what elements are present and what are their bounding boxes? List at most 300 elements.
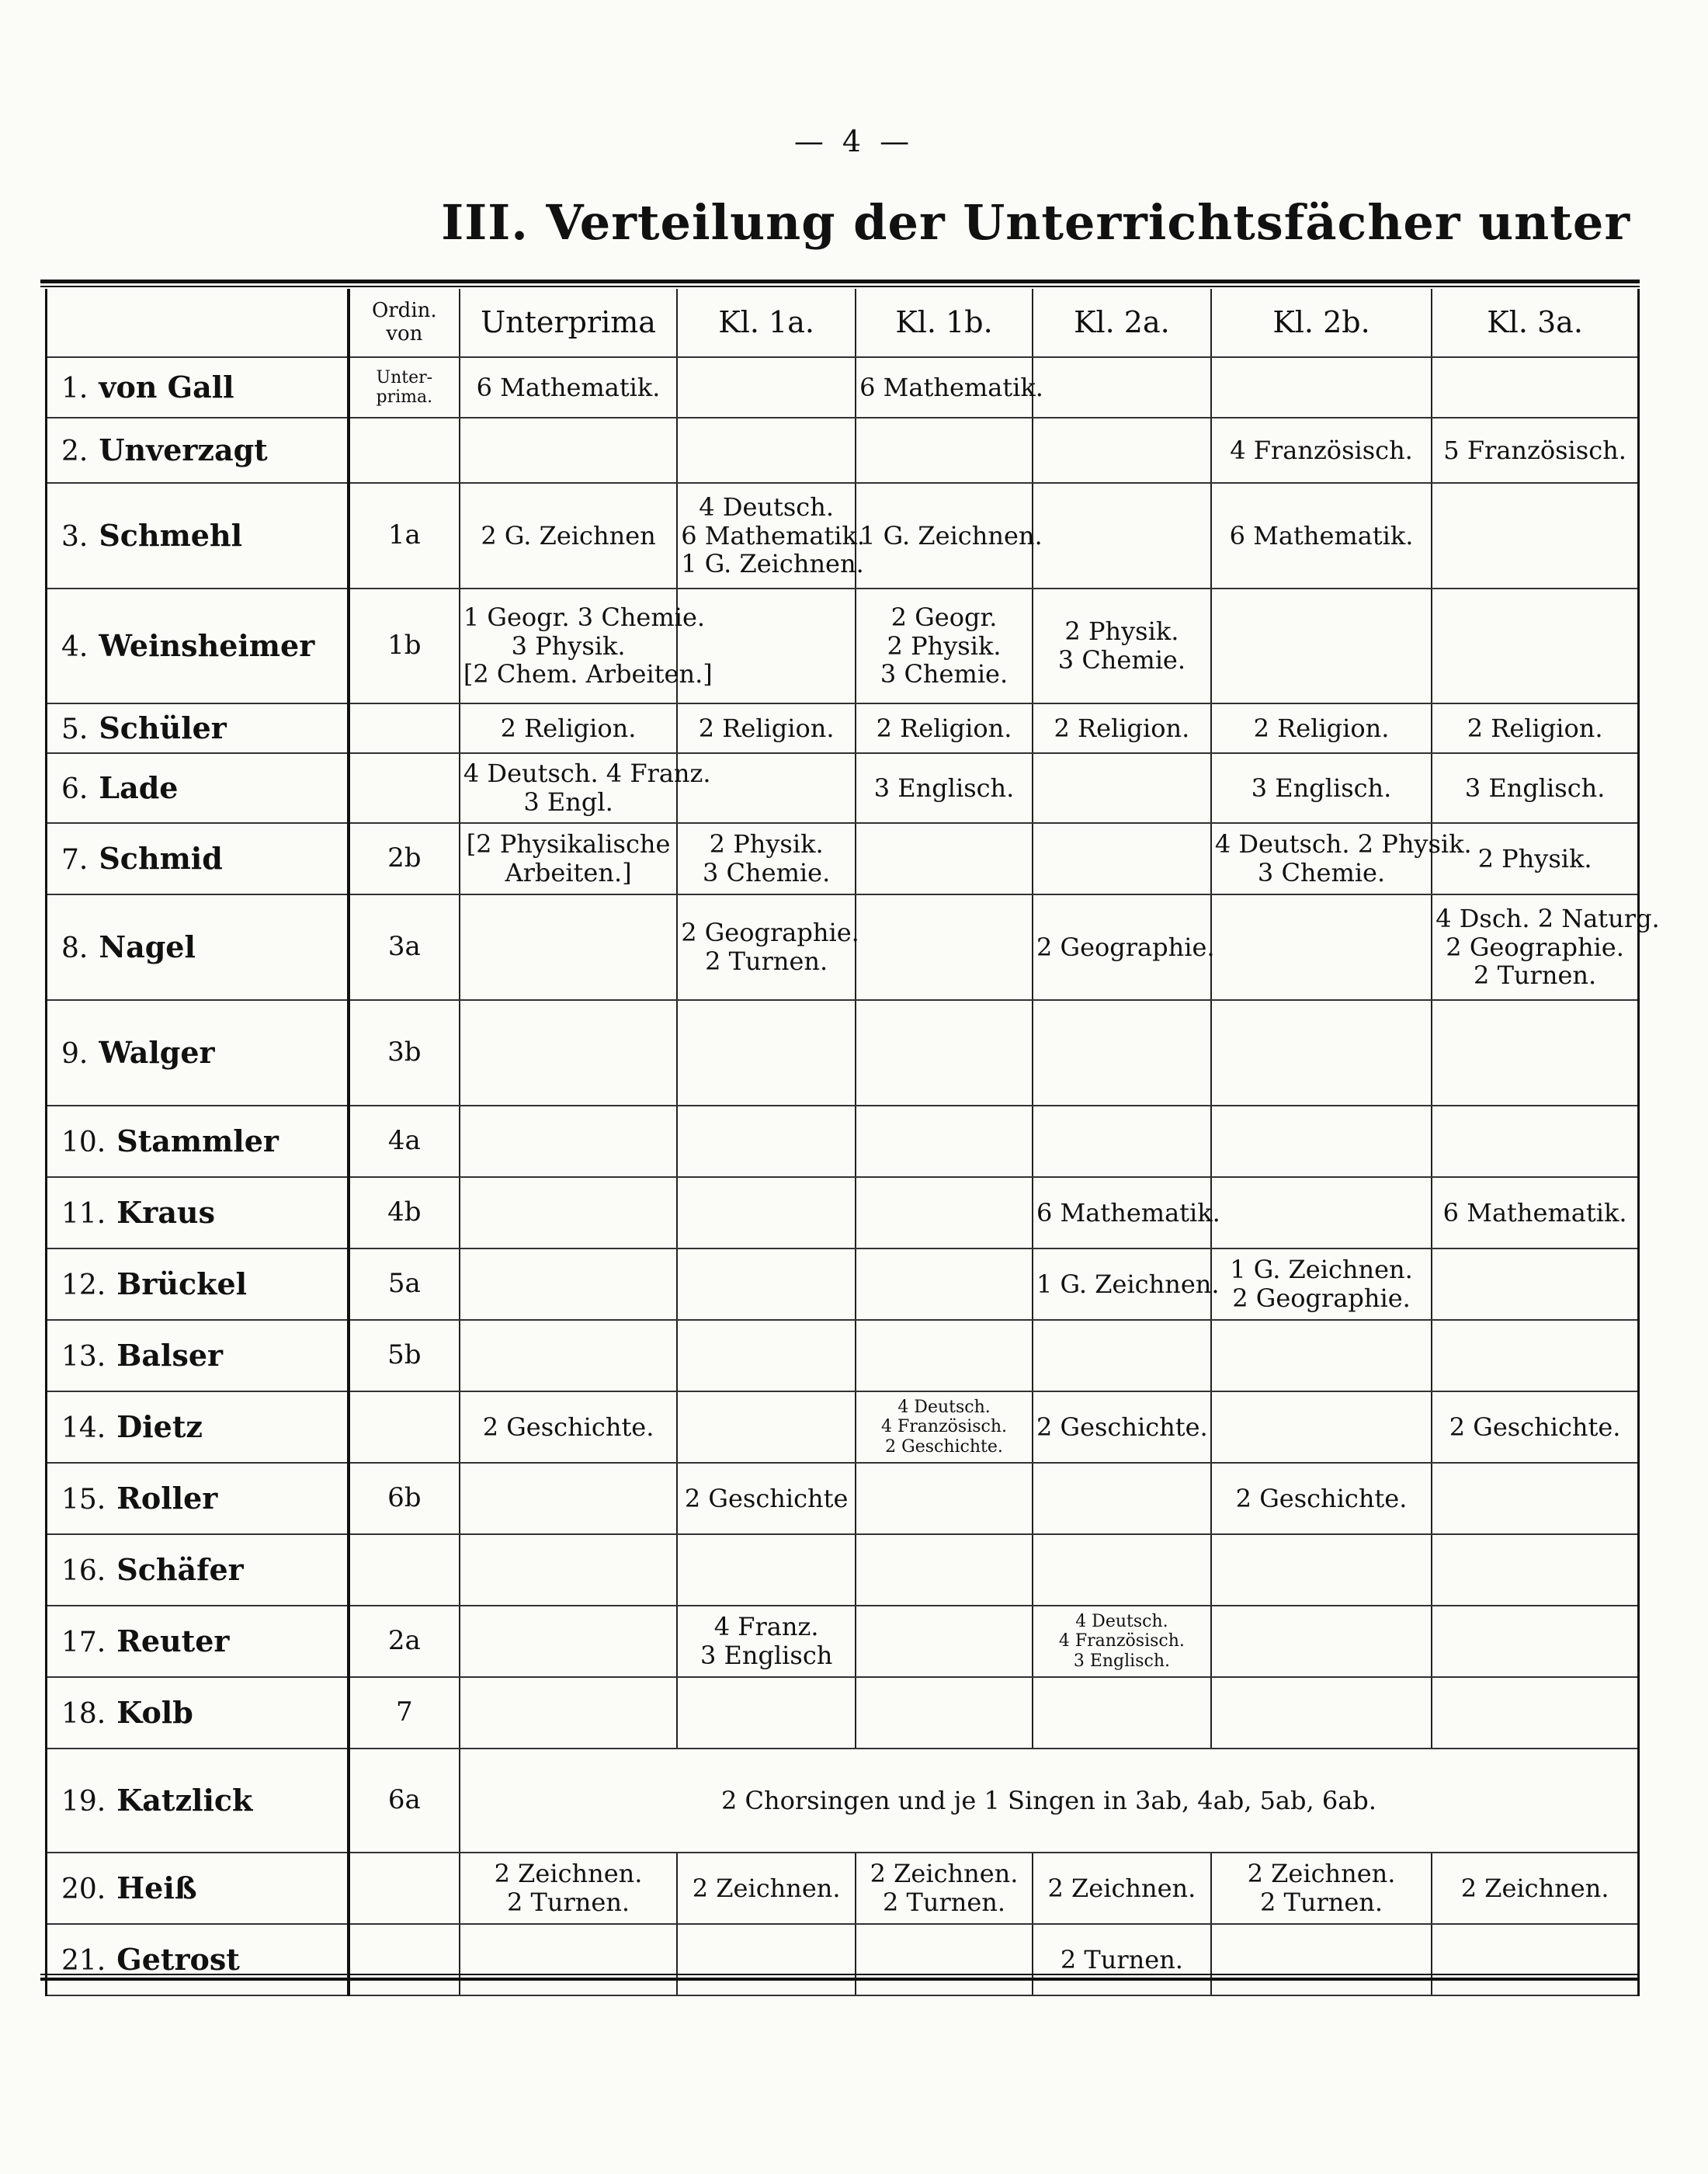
table-row — [47, 1924, 1639, 1995]
ordinarius-cell — [349, 357, 460, 418]
subject-entry: 2 Zeichnen. — [1247, 1859, 1396, 1889]
ordinarius-cell — [349, 703, 460, 753]
distribution-table — [45, 289, 1660, 1996]
subject-cell-kl3a — [1432, 1391, 1638, 1463]
subject-cell-kl2b — [1211, 483, 1432, 589]
bottom-rule — [40, 1974, 1640, 1981]
subject-cell-kl2b — [1211, 894, 1432, 1000]
subject-entry: 2 Turnen. — [1259, 1887, 1383, 1917]
subject-entry: 4 Deutsch. — [897, 1398, 991, 1418]
subject-cell-kl1b — [856, 823, 1033, 894]
subject-cell-kl1a — [677, 483, 866, 589]
ordinarius-cell — [349, 894, 460, 1000]
ordinarius-cell — [349, 1749, 460, 1853]
subject-entry: 6 Mathematik. — [1229, 520, 1414, 550]
subject-cell-kl2a — [1033, 894, 1215, 1000]
ordinarius-line: 5b — [387, 1339, 422, 1371]
row-number: 4. — [61, 630, 89, 663]
table-row — [47, 589, 1639, 703]
subject-cell-kl2a — [1033, 357, 1211, 418]
row-number: 13. — [61, 1340, 106, 1373]
subject-cell-kl1b — [856, 1320, 1033, 1391]
subject-cell-kl2a — [1033, 418, 1211, 483]
subject-entry: 6 Mathematik. — [1442, 1197, 1627, 1228]
header-kl3a: Kl. 3a. — [1432, 289, 1638, 357]
subject-entry: 2 Geschichte. — [482, 1412, 654, 1442]
row-number: 2. — [61, 435, 89, 467]
subject-entry: 2 Geschichte — [684, 1483, 849, 1513]
subject-cell-kl2a — [1033, 483, 1211, 589]
subject-cell-kl1a — [677, 1924, 856, 1995]
teacher-name-cell — [47, 1749, 349, 1853]
subject-cell-kl3a — [1432, 894, 1660, 1000]
row-number: 3. — [61, 520, 89, 553]
ordinarius-cell — [349, 1534, 460, 1606]
header-name-cell — [47, 289, 349, 357]
row-number: 6. — [61, 773, 89, 805]
top-rule — [40, 280, 1640, 287]
subject-entry: 2 Geographie. — [681, 918, 859, 948]
row-number: 9. — [61, 1037, 89, 1070]
subject-cell-kl1b — [856, 703, 1033, 753]
subject-cell-kl3a — [1432, 1106, 1638, 1177]
subject-cell-kl1b — [856, 1248, 1033, 1320]
subject-cell-kl2b — [1211, 823, 1472, 894]
subject-entry: 1 Geogr. 3 Chemie. — [463, 602, 706, 632]
teacher-name-cell — [47, 1853, 349, 1924]
subject-cell-kl3a — [1432, 1853, 1638, 1924]
table-row — [47, 357, 1639, 418]
subject-entry: [2 Physikalische — [466, 829, 671, 860]
row-number: 21. — [61, 1944, 106, 1977]
ordinarius-cell — [349, 1677, 460, 1749]
teacher-name: Nagel — [99, 929, 196, 964]
header-unterprima: Unterprima — [460, 289, 677, 357]
ordinarius-line: 1b — [387, 630, 422, 662]
teacher-name: Lade — [99, 769, 179, 805]
teacher-name: Reuter — [116, 1623, 230, 1658]
subject-cell-unterprima — [460, 1463, 677, 1534]
subject-cell-kl3a — [1432, 1248, 1638, 1320]
ordinarius-line: 2b — [387, 842, 422, 874]
ordinarius-line: 6a — [387, 1784, 421, 1816]
ordinarius-cell — [349, 1391, 460, 1463]
subject-entry: 1 G. Zeichnen. — [681, 549, 864, 579]
header-kl1a: Kl. 1a. — [677, 289, 856, 357]
subject-cell-kl3a — [1432, 1606, 1638, 1677]
subject-cell-kl1a — [677, 894, 859, 1000]
teacher-name: Brückel — [116, 1266, 248, 1301]
subject-cell-kl2b — [1211, 1000, 1432, 1106]
subject-cell-unterprima — [460, 1924, 677, 1995]
page-title: III. Verteilung der Unterrichtsfächer unter — [441, 194, 1630, 251]
subject-cell-kl1b — [856, 753, 1033, 823]
subject-cell-kl2a — [1033, 1248, 1220, 1320]
subject-cell-kl2b — [1211, 1391, 1432, 1463]
subject-entry: 2 Geschichte. — [1235, 1483, 1408, 1513]
subject-entry: 4 Deutsch. 4 Franz. — [463, 759, 711, 789]
subject-entry: 4 Dsch. 2 Naturg. — [1435, 903, 1660, 933]
row-number: 8. — [61, 932, 89, 964]
ordinarius-cell — [349, 1177, 460, 1248]
subject-cell-kl3a — [1432, 753, 1638, 823]
ordinarius-line: prima. — [376, 387, 433, 407]
subject-entry: 2 Geographie. — [1036, 932, 1215, 962]
subject-entry: 2 Geographie. — [1232, 1283, 1411, 1313]
subject-cell-unterprima — [460, 1177, 677, 1248]
subject-cell-kl2b — [1211, 753, 1432, 823]
subject-cell-unterprima — [460, 1320, 677, 1391]
subject-entry: 2 Zeichnen. — [870, 1859, 1019, 1889]
subject-entry: 2 Geogr. — [890, 602, 998, 632]
subject-cell-kl1a — [677, 1248, 856, 1320]
ordinarius-line: 7 — [395, 1696, 413, 1728]
header-row — [47, 289, 1639, 357]
table-row — [47, 703, 1639, 753]
subject-entry: 2 Turnen. — [882, 1887, 1006, 1917]
teacher-name: Schmehl — [99, 517, 243, 553]
teacher-name-cell — [47, 357, 349, 418]
table-row — [47, 1248, 1639, 1320]
subject-cell-unterprima — [460, 1000, 677, 1106]
subject-entry: 2 Religion. — [1253, 713, 1390, 743]
subject-entry: 3 Physik. — [511, 630, 626, 661]
subject-cell-kl1b — [856, 1000, 1033, 1106]
teacher-name: Weinsheimer — [99, 627, 315, 663]
table-row — [47, 1749, 1639, 1853]
subject-cell-kl1a — [677, 1177, 856, 1248]
teacher-name: Balser — [116, 1337, 224, 1373]
subject-cell-kl1a — [677, 823, 856, 894]
subject-entry: 2 Geschichte. — [885, 1436, 1003, 1457]
teacher-name: Schüler — [99, 710, 227, 745]
subject-cell-kl2b — [1211, 1463, 1432, 1534]
subject-entry: 2 Turnen. — [506, 1887, 630, 1917]
row-number: 7. — [61, 843, 89, 876]
subject-cell-kl2a — [1033, 703, 1211, 753]
subject-entry: 2 Geschichte. — [1449, 1412, 1621, 1442]
subject-cell-kl2b — [1211, 1924, 1432, 1995]
teacher-name-cell — [47, 823, 349, 894]
subject-cell-unterprima — [460, 418, 677, 483]
subject-cell-unterprima — [460, 823, 677, 894]
subject-cell-unterprima — [460, 357, 677, 418]
subject-cell-kl2b — [1211, 357, 1432, 418]
subject-entry: 3 Chemie. — [703, 858, 831, 887]
subject-cell-kl1a — [677, 1106, 856, 1177]
row-number: 20. — [61, 1873, 106, 1905]
subject-cell-kl3a — [1432, 703, 1638, 753]
subject-cell-kl1b — [856, 483, 1043, 589]
ordinarius-cell — [349, 418, 460, 483]
table-row — [47, 1534, 1639, 1606]
teacher-name-cell — [47, 1606, 349, 1677]
subject-cell-kl2a — [1033, 823, 1211, 894]
teacher-name: Getrost — [116, 1941, 240, 1977]
ordinarius-cell — [349, 1463, 460, 1534]
subject-cell-unterprima — [460, 1853, 677, 1924]
subject-cell-kl2b — [1211, 1853, 1432, 1924]
subject-entry: 6 Mathematik. — [681, 520, 866, 550]
table-row — [47, 418, 1639, 483]
table-row — [47, 1391, 1639, 1463]
teacher-name: Walger — [99, 1034, 215, 1070]
subject-entry: 3 Englisch. — [1464, 773, 1606, 803]
table-row — [47, 753, 1639, 823]
ordinarius-cell — [349, 1853, 460, 1924]
teacher-name-cell — [47, 894, 349, 1000]
table-row — [47, 1606, 1639, 1677]
ordinarius-line: 5a — [387, 1268, 421, 1300]
subject-entry: 2 Turnen. — [1474, 960, 1597, 991]
teacher-name-cell — [47, 753, 349, 823]
table-row — [47, 483, 1639, 589]
table-row — [47, 1106, 1639, 1177]
subject-entry: 3 Chemie. — [1057, 645, 1186, 675]
subject-cell-unterprima — [460, 589, 713, 703]
subject-cell-kl1b — [856, 1177, 1033, 1248]
teacher-name: Heiß — [116, 1870, 197, 1905]
subject-cell-unterprima — [460, 483, 677, 589]
table-row — [47, 894, 1639, 1000]
subject-entry: 3 Chemie. — [1257, 858, 1386, 887]
subject-cell-kl1a — [677, 1606, 856, 1677]
subject-cell-kl2b — [1211, 418, 1432, 483]
subject-cell-kl1a — [677, 1677, 856, 1749]
subject-cell-kl1a — [677, 418, 856, 483]
ordinarius-cell — [349, 589, 460, 703]
subject-cell-unterprima — [460, 1677, 677, 1749]
subject-cell-kl2a — [1033, 589, 1211, 703]
teacher-name-cell — [47, 483, 349, 589]
subject-cell-kl1b — [856, 1606, 1033, 1677]
subject-entry: 1 G. Zeichnen. — [1036, 1269, 1220, 1299]
subject-entry: 6 Mathematik. — [859, 372, 1043, 402]
subject-cell-kl3a — [1432, 418, 1638, 483]
teacher-name-cell — [47, 1248, 349, 1320]
subject-cell-kl1b — [856, 1391, 1033, 1463]
teacher-name-cell — [47, 1000, 349, 1106]
header-kl2a: Kl. 2a. — [1033, 289, 1211, 357]
row-number: 17. — [61, 1626, 106, 1658]
subject-entry: 2 Geographie. — [1446, 932, 1624, 962]
subject-cell-unterprima — [460, 1248, 677, 1320]
subject-cell-kl1a — [677, 1463, 856, 1534]
subject-entry: [2 Chem. Arbeiten.] — [463, 659, 713, 689]
subject-cell-kl2b — [1211, 703, 1432, 753]
header-ordin-cell — [349, 289, 460, 357]
table-row — [47, 1000, 1639, 1106]
subject-cell-unterprima — [460, 703, 677, 753]
ordinarius-line: 3a — [387, 931, 421, 963]
ordinarius-line: 2a — [387, 1625, 421, 1657]
subject-cell-kl1b — [856, 894, 1033, 1000]
subject-entry: 2 Religion. — [698, 713, 835, 743]
subject-entry: 3 Englisch — [700, 1641, 833, 1670]
table-row — [47, 1853, 1639, 1924]
subject-cell-unterprima — [460, 1606, 677, 1677]
subject-entry: 2 Religion. — [1054, 713, 1190, 743]
subject-cell-kl1b — [856, 1534, 1033, 1606]
row-number: 15. — [61, 1483, 106, 1516]
teacher-name: Schmid — [99, 840, 223, 876]
subject-cell-kl1a — [677, 1853, 856, 1924]
subject-entry: 2 Zeichnen. — [1460, 1873, 1609, 1903]
subject-entry: 2 Turnen. — [1060, 1944, 1183, 1974]
subject-cell-kl1b — [856, 357, 1043, 418]
subject-entry: 3 Englisch. — [1251, 773, 1392, 803]
table-row — [47, 1320, 1639, 1391]
combined-subject-cell: 2 Chorsingen und je 1 Singen in 3ab, 4ab, 5ab, 6ab. — [460, 1749, 1639, 1853]
subject-entry: 2 Physik. — [1477, 843, 1592, 873]
subject-entry: 4 Deutsch. 2 Physik. — [1214, 829, 1472, 860]
ordinarius-cell — [349, 1106, 460, 1177]
teacher-name: von Gall — [99, 369, 234, 405]
subject-entry: 2 Physik. — [887, 630, 1002, 661]
subject-entry: Arbeiten.] — [505, 858, 632, 887]
subject-entry: 2 Zeichnen. — [494, 1859, 643, 1889]
subject-cell-kl3a — [1432, 589, 1638, 703]
teacher-name: Stammler — [116, 1123, 279, 1158]
teacher-name-cell — [47, 1924, 349, 1995]
subject-entry: 4 Deutsch. — [1075, 1612, 1168, 1632]
teacher-name-cell — [47, 1534, 349, 1606]
subject-cell-unterprima — [460, 1534, 677, 1606]
subject-cell-kl1a — [677, 1391, 856, 1463]
subject-entry: 2 Religion. — [1467, 713, 1603, 743]
subject-cell-kl1a — [677, 1000, 856, 1106]
subject-cell-kl2b — [1211, 589, 1432, 703]
subject-cell-kl2a — [1033, 1000, 1211, 1106]
subject-cell-kl2a — [1033, 753, 1211, 823]
subject-cell-unterprima — [460, 1106, 677, 1177]
teacher-name-cell — [47, 1320, 349, 1391]
ordinarius-cell — [349, 753, 460, 823]
subject-entry: 3 Chemie. — [880, 659, 1008, 689]
row-number: 19. — [61, 1785, 106, 1818]
subject-cell-kl3a — [1432, 1534, 1638, 1606]
subject-cell-kl3a — [1432, 1320, 1638, 1391]
row-number: 5. — [61, 713, 89, 745]
header-ordin-line-2: von — [386, 321, 423, 346]
subject-cell-kl1b — [856, 1463, 1033, 1534]
row-number: 11. — [61, 1197, 106, 1230]
table-row — [47, 1677, 1639, 1749]
subject-entry: 2 Physik. — [1064, 616, 1179, 647]
subject-cell-kl2a — [1033, 1106, 1211, 1177]
subject-cell-kl2a — [1033, 1320, 1211, 1391]
subject-cell-unterprima — [460, 1391, 677, 1463]
teacher-name-cell — [47, 1463, 349, 1534]
teacher-name-cell — [47, 589, 349, 703]
subject-cell-kl3a — [1432, 1000, 1638, 1106]
header-kl2b: Kl. 2b. — [1211, 289, 1432, 357]
teacher-name: Katzlick — [116, 1782, 253, 1818]
ordinarius-line: 4a — [387, 1125, 421, 1157]
teacher-name: Unverzagt — [99, 432, 268, 467]
header-kl1b: Kl. 1b. — [856, 289, 1033, 357]
ordinarius-line: 1a — [387, 519, 421, 551]
ordinarius-cell — [349, 1924, 460, 1995]
teacher-name-cell — [47, 418, 349, 483]
row-number: 16. — [61, 1554, 106, 1587]
subject-cell-kl2b — [1211, 1106, 1432, 1177]
subject-cell-kl3a — [1432, 1677, 1638, 1749]
subject-cell-kl2b — [1211, 1534, 1432, 1606]
subject-cell-kl1a — [677, 703, 856, 753]
subject-cell-kl2a — [1033, 1606, 1211, 1677]
subject-cell-kl2b — [1211, 1320, 1432, 1391]
subject-entry: 6 Mathematik. — [1036, 1197, 1220, 1228]
teacher-name-cell — [47, 1391, 349, 1463]
subject-entry: 2 Religion. — [876, 713, 1012, 743]
subject-cell-kl2a — [1033, 1391, 1211, 1463]
subject-cell-kl3a — [1432, 1924, 1638, 1995]
subject-cell-kl1a — [677, 1320, 856, 1391]
subject-cell-kl1a — [677, 357, 856, 418]
subject-cell-kl2b — [1211, 1248, 1432, 1320]
ordinarius-line: 4b — [387, 1196, 422, 1228]
subject-entry: 2 Geschichte. — [1036, 1412, 1208, 1442]
table-body — [47, 357, 1660, 1995]
subject-entry: 5 Französisch. — [1443, 435, 1626, 465]
subject-entry: 2 Religion. — [500, 713, 637, 743]
teacher-name: Roller — [116, 1480, 218, 1516]
subject-cell-kl3a — [1432, 483, 1638, 589]
teacher-name: Schäfer — [116, 1551, 244, 1587]
subject-cell-kl3a — [1432, 1463, 1638, 1534]
row-number: 10. — [61, 1126, 106, 1158]
subject-entry: 3 Englisch. — [873, 773, 1015, 803]
subject-cell-unterprima — [460, 753, 711, 823]
row-number: 14. — [61, 1412, 106, 1444]
subject-entry: 2 Zeichnen. — [1047, 1873, 1196, 1903]
subject-cell-kl2a — [1033, 1534, 1211, 1606]
subject-cell-kl1b — [856, 1106, 1033, 1177]
subject-entry: 4 Deutsch. — [699, 491, 834, 522]
subject-entry: 2 Physik. — [709, 829, 824, 860]
subject-cell-kl1b — [856, 589, 1033, 703]
subject-cell-kl3a — [1432, 1177, 1638, 1248]
teacher-name-cell — [47, 1106, 349, 1177]
subject-entry: 4 Franz. — [713, 1612, 819, 1642]
ordinarius-line: Unter- — [376, 367, 433, 387]
ordinarius-cell — [349, 1248, 460, 1320]
subject-cell-unterprima — [460, 894, 677, 1000]
subject-entry: 6 Mathematik. — [476, 372, 661, 402]
teacher-name: Kraus — [116, 1194, 215, 1230]
teacher-name: Dietz — [116, 1408, 203, 1444]
header-ordin-line-1: Ordin. — [371, 298, 437, 322]
teacher-name-cell — [47, 1177, 349, 1248]
teacher-name-cell — [47, 1677, 349, 1749]
subject-entry: 3 Englisch. — [1073, 1651, 1170, 1671]
row-number: 1. — [61, 372, 89, 405]
ordinarius-cell — [349, 1320, 460, 1391]
subject-entry: 4 Französisch. — [881, 1417, 1008, 1437]
subject-cell-kl2a — [1033, 1677, 1211, 1749]
teacher-name-cell — [47, 703, 349, 753]
page-number: — 4 — — [793, 124, 915, 158]
ordinarius-line: 3b — [387, 1037, 422, 1068]
subject-cell-kl2a — [1033, 1463, 1211, 1534]
row-number: 18. — [61, 1697, 106, 1730]
ordinarius-cell — [349, 1606, 460, 1677]
subject-cell-kl1b — [856, 1853, 1033, 1924]
subject-cell-kl1b — [856, 1924, 1033, 1995]
subject-entry: 2 Turnen. — [705, 946, 828, 976]
subject-entry: 1 G. Zeichnen. — [859, 520, 1043, 550]
